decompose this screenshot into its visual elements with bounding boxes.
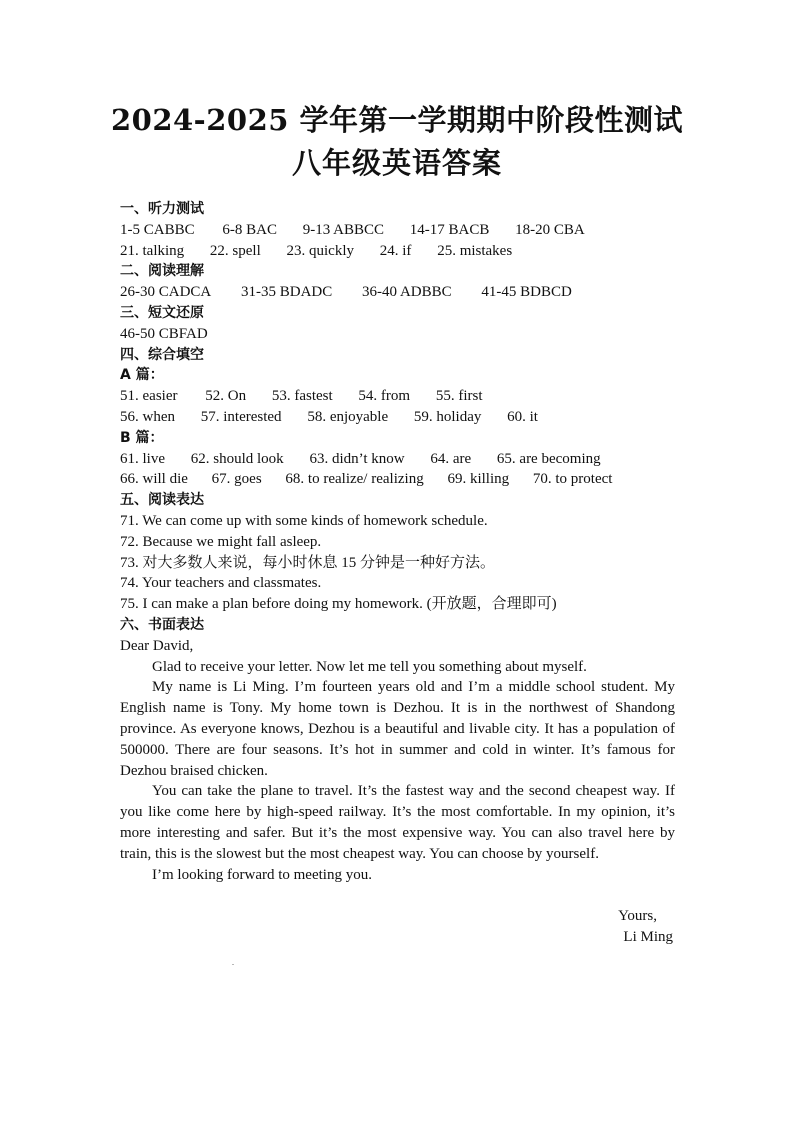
answer-item: 26-30 CADCA <box>120 284 212 301</box>
passage-a-label: A 篇： <box>120 367 164 384</box>
answer-item: 66. will die <box>120 471 188 488</box>
listening-row-2 <box>120 241 675 262</box>
answer-item: 63. didn’t know <box>309 450 405 467</box>
section-heading-listening: 一、听力测试 <box>120 201 204 217</box>
answer-item: 67. goes <box>211 471 262 488</box>
answer-72: 72. Because we might fall asleep. <box>120 533 322 550</box>
passage-b-row-2 <box>120 469 675 490</box>
answer-item: 1-5 CABBC <box>120 221 195 238</box>
answer-75: 75. I can make a plan before doing my homework. (开放题，合理即可) <box>120 596 557 613</box>
answer-item: 51. easier <box>120 388 178 405</box>
answer-item: 60. it <box>507 408 538 425</box>
listening-row-1 <box>120 220 675 241</box>
answer-item: 14-17 BACB <box>409 221 490 238</box>
answer-item: 46-50 CBFAD <box>120 325 208 342</box>
answer-item: 54. from <box>358 388 411 405</box>
section-heading-reading: 二、阅读理解 <box>120 263 204 280</box>
answer-item: 70. to protect <box>532 471 613 488</box>
passage-b-row-1 <box>120 449 675 470</box>
answer-body <box>120 199 675 948</box>
answer-item: 65. are becoming <box>496 450 601 467</box>
answer-item: 9-13 ABBCC <box>302 221 384 238</box>
answer-item: 57. interested <box>200 408 282 425</box>
answer-item: 62. should look <box>190 450 284 467</box>
answer-item: 18-20 CBA <box>515 221 585 238</box>
completion-row-1 <box>120 324 675 345</box>
answer-item: 36-40 ADBBC <box>362 284 452 301</box>
section-heading-reading-expression: 五、阅读表达 <box>120 492 204 509</box>
letter-paragraph-3: You can take the plane to travel. It’s the fastest way and the second cheapest way. If you like come here by high-speed railway. It’s the most comfortable. In my opinion, it’s more interesting and safer. But it’s the most expensive way. You can also travel here by train, this is the slowest but the most cheapest way. You can choose by yourself. <box>120 783 675 862</box>
answer-item: 56. when <box>120 408 175 425</box>
answer-item: 21. talking <box>120 242 185 259</box>
letter-paragraph-2: My name is Li Ming. I’m fourteen years old and I’m a middle school student. My English name is Tony. My home town is Dezhou. It is in the northwest of Shandong province. As everyone knows, Dezhou is a beautiful and livable city. It has a population of 500000. There are four seasons. It’s hot in summer and cold in winter. It’s famous for Dezhou braised chicken. <box>120 679 675 779</box>
answer-item: 52. On <box>205 388 247 405</box>
letter-signature: Li Ming <box>623 928 673 945</box>
passage-a-row-2 <box>120 407 675 428</box>
letter-closing: Yours, <box>618 908 657 925</box>
answer-item: 58. enjoyable <box>307 408 389 425</box>
answer-item: 55. first <box>435 388 483 405</box>
answer-item: 24. if <box>379 242 412 259</box>
answer-item: 69. killing <box>447 471 510 488</box>
answer-item: 6-8 BAC <box>222 221 277 238</box>
answer-item: 53. fastest <box>271 388 333 405</box>
answer-71: 71. We can come up with some kinds of homework schedule. <box>120 512 488 529</box>
answer-item: 68. to realize/ realizing <box>285 471 424 488</box>
answer-item: 25. mistakes <box>437 242 513 259</box>
letter-paragraph-4: I’m looking forward to meeting you. <box>152 866 372 883</box>
section-heading-writing: 六、书面表达 <box>120 616 204 633</box>
answer-item: 59. holiday <box>413 408 482 425</box>
passage-a-row-1 <box>120 386 675 407</box>
answer-item: 22. spell <box>209 242 261 259</box>
letter-paragraph-1: Glad to receive your letter. Now let me tell you something about myself. <box>152 658 587 675</box>
blank-line <box>120 885 675 906</box>
answer-item: 41-45 BDBCD <box>481 284 572 301</box>
page-subtitle: 八年级英语答案 <box>291 146 502 180</box>
section-heading-sentence-completion: 三、短文还原 <box>120 304 204 321</box>
answer-item: 64. are <box>430 450 472 467</box>
answer-item: 23. quickly <box>286 242 355 259</box>
answer-74: 74. Your teachers and classmates. <box>120 575 322 592</box>
answer-item: 31-35 BDADC <box>241 284 333 301</box>
stray-mark: . <box>232 958 234 967</box>
page-title: 2024-2025 学年第一学期期中阶段性测试 <box>110 103 684 137</box>
reading-row-1 <box>120 282 675 303</box>
section-heading-cloze: 四、综合填空 <box>120 346 204 363</box>
letter-salutation: Dear David, <box>120 637 194 654</box>
answer-73: 73. 对大多数人来说，每小时休息 15 分钟是一种好方法。 <box>120 554 496 571</box>
passage-b-label: B 篇： <box>120 429 164 446</box>
answer-item: 61. live <box>120 450 165 467</box>
